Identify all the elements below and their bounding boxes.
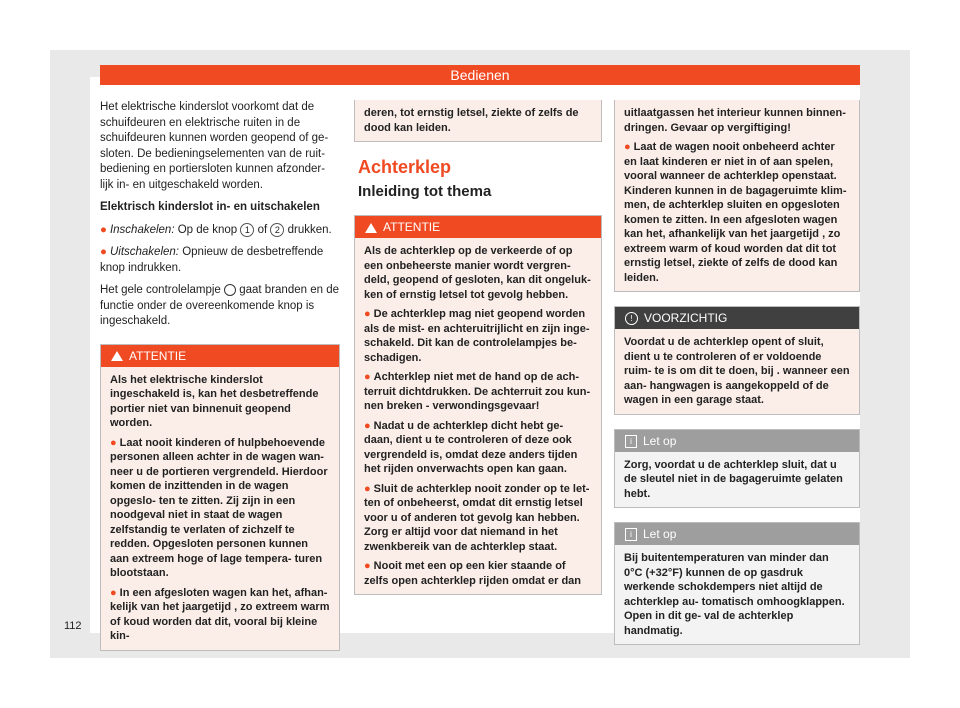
section-title: Achterklep — [358, 157, 452, 177]
note-text: Zorg, voordat u de achterklep sluit, dat u de sleutel niet in de bagageruimte gelaten hebt. — [624, 458, 843, 500]
warning-continued-body — [355, 100, 601, 141]
intro-paragraph: Het elektrische kinderslot voorkomt dat de schuifdeuren en elektrische ruiten in de schuifdeuren kunnen worden geopend of ge- sloten. De bedieningselementen van de ruit- bediening en portiersloten kunnen afzonder- lijk in- en uitgeschakeld worden. — [100, 101, 329, 191]
warning-item — [364, 307, 592, 365]
warning-item — [110, 436, 330, 581]
warning-item-text: Nadat u de achterklep dicht hebt ge- daan, dient u te controleren of deze ook vergrendeld is, omdat deze anders tijden het rijden onverwachts open kan gaan. — [364, 419, 578, 475]
note-icon: i — [625, 435, 637, 448]
warning-box — [100, 344, 340, 651]
warning-item — [624, 140, 850, 285]
note-body — [615, 452, 859, 508]
note-text: Bij buitentemperaturen van minder dan 0°C (+32°F) kunnen de op gasdruk werkende schokdempers niet altijd de achterklep au- tomatisch omhoogklappen. Open in dit ge- val de achterklep handmatig. — [624, 552, 845, 637]
warning-item — [110, 586, 330, 644]
lamp-text-b: gaat branden en de functie onder de overeenkomende knop is ingeschakeld. — [100, 284, 339, 328]
note-header — [615, 523, 859, 545]
warning-item — [364, 419, 592, 477]
warning-continued-box — [614, 100, 860, 292]
warning-item — [364, 559, 592, 588]
warning-icon — [365, 223, 377, 233]
warning-continued-body — [615, 100, 859, 291]
subheading: Elektrisch kinderslot in- en uitschakelen — [100, 201, 320, 213]
note-title: Let op — [643, 527, 677, 541]
off-text: Opnieuw de desbetreffende knop indrukken. — [100, 246, 324, 274]
lamp-text-a: Het gele controlelampje — [100, 284, 221, 297]
note-header — [615, 430, 859, 452]
warning-item-text: Laat de wagen nooit onbeheerd achter en laat kinderen er niet in of aan spelen, vooral wanneer de achterklep openstaat. Kinderen kunnen in de bagageruimte klim- men, de achterklep sluiten en opgesloten komen te zitten. In een afgesloten wagen kan het, afhankelijk van het jaargetijd , zo extreem warm of koud worden dat dit tot ernstig letsel, ziekte of zelfs de dood kan leiden. — [624, 141, 847, 284]
off-label: Uitschakelen: — [109, 246, 179, 259]
column-1 — [100, 100, 340, 651]
warning-intro: Als het elektrische kinderslot ingeschakeld is, kan het desbetreffende portier niet van binnenuit geopend worden. — [110, 373, 319, 430]
bullet-icon: ● — [110, 586, 117, 599]
bullet-icon: ● — [100, 223, 107, 236]
column-2 — [354, 100, 602, 595]
warning-body — [355, 238, 601, 594]
on-label: Inschakelen: — [109, 223, 175, 236]
on-text-a: Op de knop — [177, 223, 238, 236]
bullet-icon: ● — [624, 141, 631, 153]
note-title: Let op — [643, 433, 677, 448]
info-icon: ! — [625, 312, 638, 325]
warning-header — [101, 345, 339, 367]
page-number: 112 — [64, 620, 82, 632]
warning-title: ATTENTIE — [383, 220, 441, 234]
sub-title: Inleiding tot thema — [358, 182, 492, 200]
bullet-icon: ● — [110, 436, 117, 449]
note-icon: i — [625, 528, 637, 541]
warning-item-text: In een afgesloten wagen kan het, afhan- kelijk van het jaargetijd , zo extreem warm of koud worden dat dit, vooral bij kleine kin- — [110, 586, 330, 643]
off-instruction — [100, 245, 340, 276]
button-1-marker: 1 — [240, 223, 254, 237]
warning-continued-text: uitlaatgassen het interieur kunnen binnen- dringen. Gevaar op vergiftiging! — [624, 107, 846, 134]
warning-continued-box — [354, 100, 602, 142]
warning-item — [364, 482, 592, 555]
caution-text: Voordat u de achterklep opent of sluit, dient u te controleren of er voldoende ruim- te is om dit te doen, bij . wanneer een aan- hangwagen is aangekoppeld of de wagen in een garage staat. — [624, 336, 850, 406]
section-header: Bedienen — [100, 65, 860, 85]
button-2-marker: 2 — [270, 223, 284, 237]
bullet-icon: ● — [364, 308, 371, 320]
bullet-icon: ● — [100, 246, 107, 259]
warning-icon — [111, 351, 123, 361]
warning-item-text: De achterklep mag niet geopend worden als de mist- en achteruitrijlicht en zijn inge- schakeld. Dit kan de controlelampjes be- schadigen. — [364, 308, 590, 364]
on-text-c: drukken. — [287, 223, 332, 236]
caution-header — [615, 307, 859, 329]
warning-item — [364, 370, 592, 414]
bullet-icon: ● — [364, 560, 371, 572]
caution-box — [614, 306, 860, 415]
caution-body — [615, 329, 859, 414]
on-instruction — [100, 223, 340, 239]
on-text-b: of — [257, 223, 268, 236]
note-box — [614, 522, 860, 645]
warning-continued-text: deren, tot ernstig letsel, ziekte of zelfs de dood kan leiden. — [364, 107, 579, 134]
warning-body — [101, 367, 339, 650]
warning-item-text: Achterklep niet met de hand op de ach- terruit dichtdrukken. De achterruit zou kun- nen breken - verwondingsgevaar! — [364, 371, 591, 412]
warning-header — [355, 216, 601, 238]
bullet-icon: ● — [364, 371, 371, 383]
warning-item-text: Nooit met een op een kier staande of zelfs open achterklep rijden omdat er dan — [364, 560, 581, 587]
warning-title: ATTENTIE — [129, 348, 187, 363]
child-lock-lamp-icon — [224, 284, 236, 296]
column-3 — [614, 100, 860, 645]
warning-item-text: Laat nooit kinderen of hulpbehoevende personen alleen achter in de wagen wan- neer u de portieren vergrendeld. Hierdoor komen de inzittenden in de wagen opgeslo- ten te zitten. Zij zijn in een noodgeval niet in staat de wagen zelfstandig te verlaten of zichzelf te redden. Opgesloten personen kunnen aan extreem hoge of lage tempera- turen blootstaan. — [110, 436, 328, 580]
warning-intro: Als de achterklep op de verkeerde of op een onbeheerste manier wordt vergren- deld, geopend of gesloten, kan dit ongeluk- ken of ernstig letsel tot gevolg hebben. — [364, 245, 591, 301]
caution-title: VOORZICHTIG — [644, 311, 728, 325]
note-body — [615, 545, 859, 644]
warning-box — [354, 215, 602, 595]
bullet-icon: ● — [364, 482, 371, 495]
lamp-paragraph — [100, 283, 340, 330]
warning-item-text: Sluit de achterklep nooit zonder op te let- ten of onbeheerst, omdat dit ernstig letsel voor u of anderen tot gevolg kan hebben. Zorg er altijd voor dat niemand in het zwenkbereik van de achterklep staat. — [364, 482, 590, 553]
bullet-icon: ● — [364, 419, 371, 432]
note-box — [614, 429, 860, 509]
